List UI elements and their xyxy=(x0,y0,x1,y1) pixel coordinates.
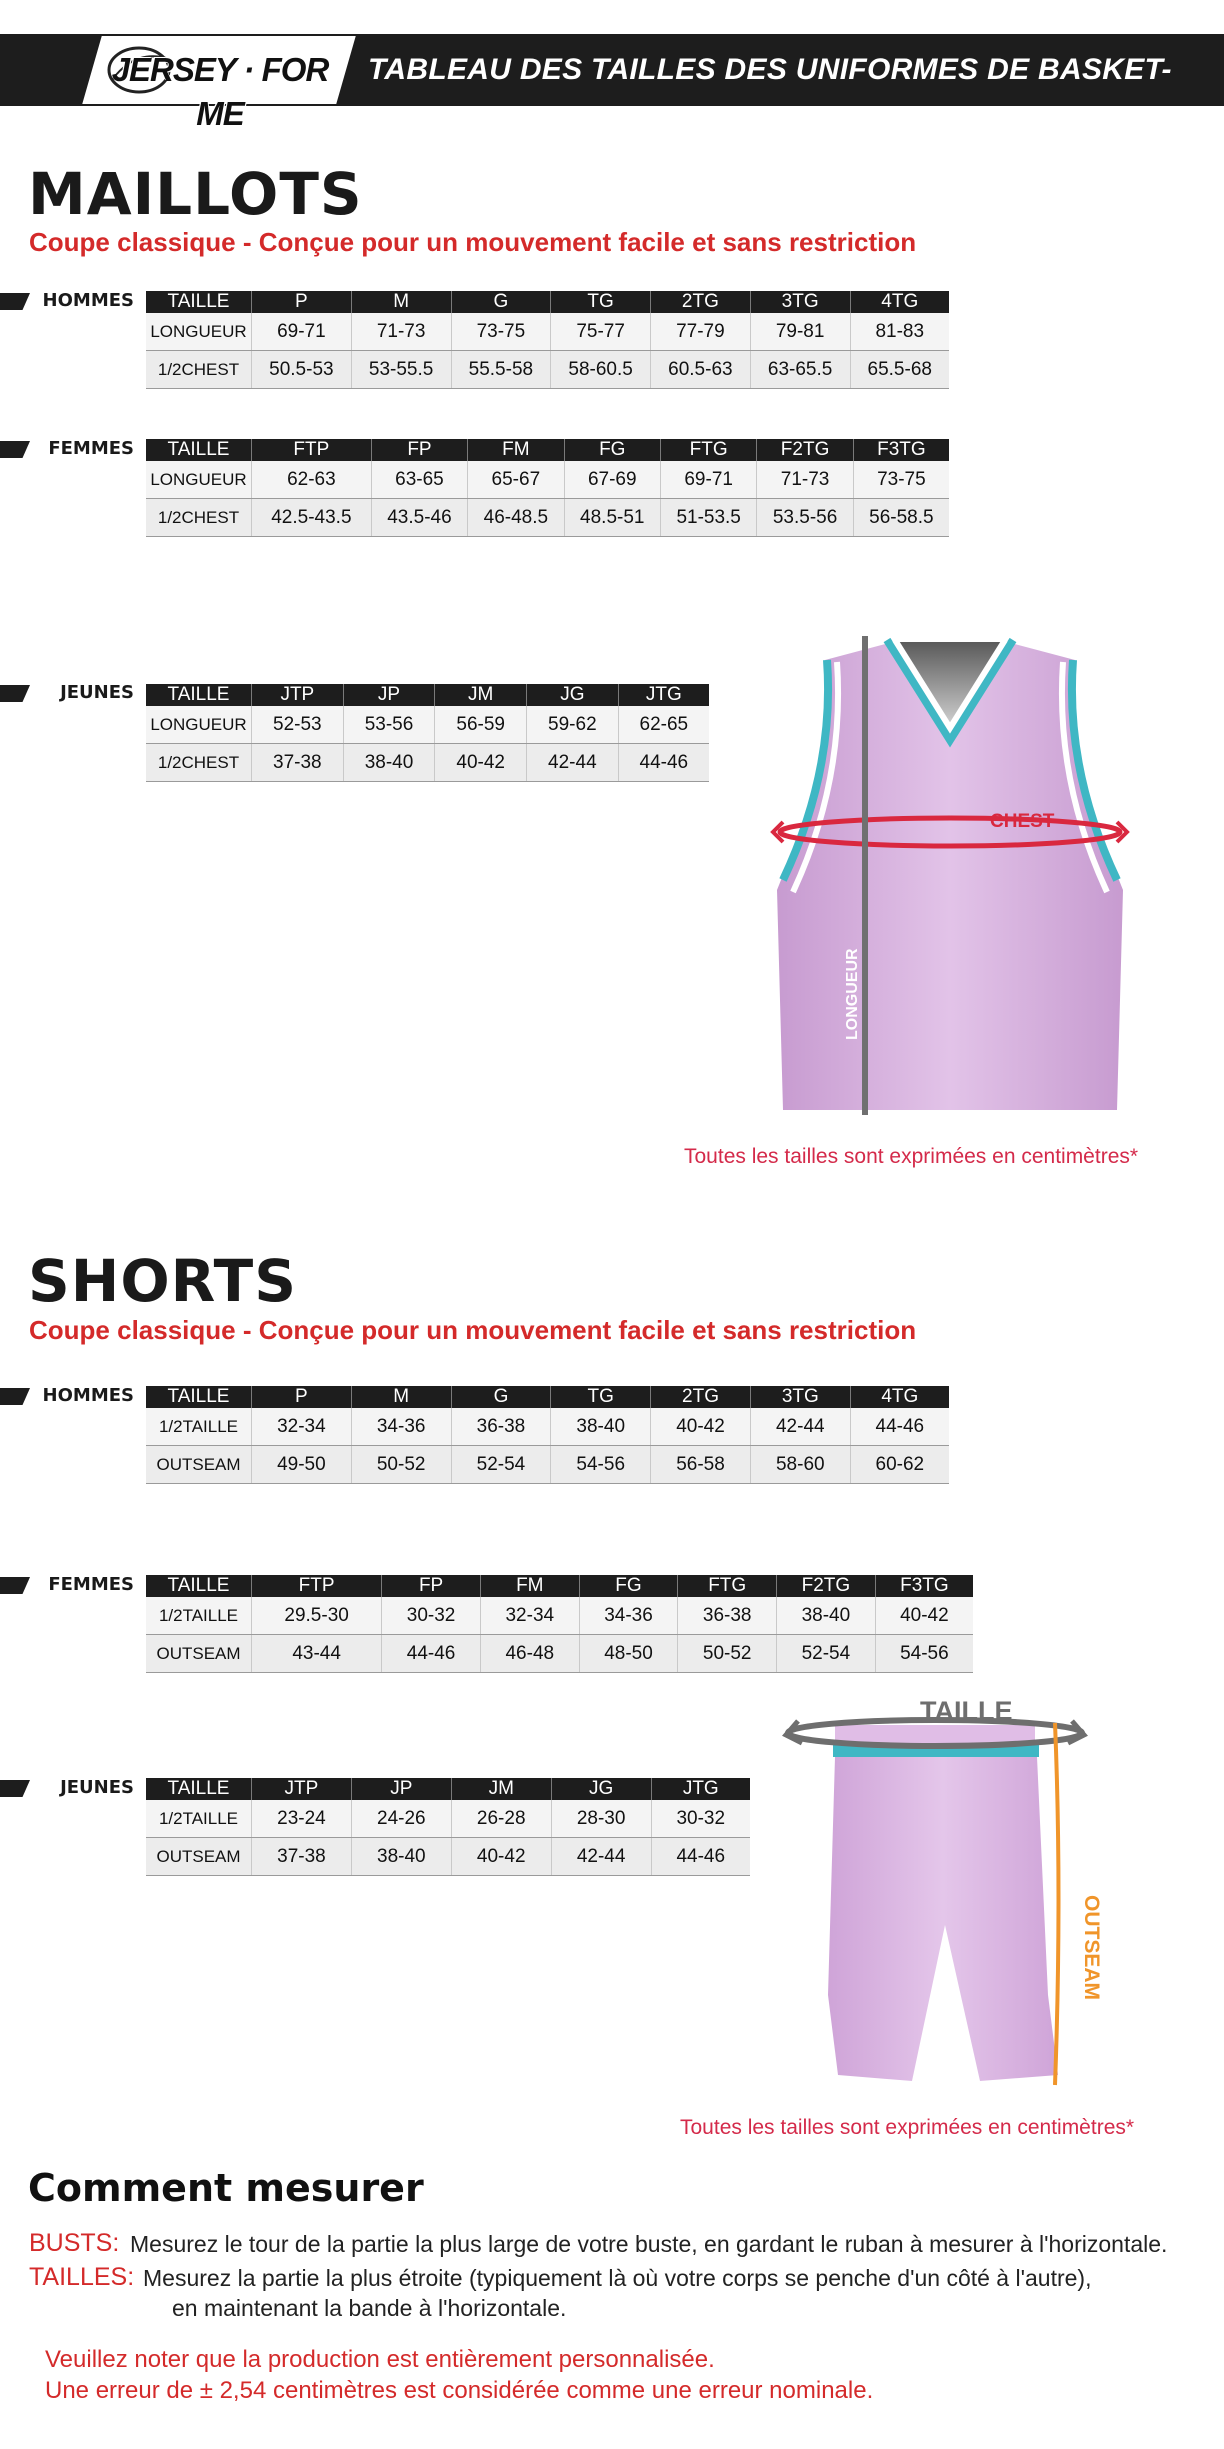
table-row xyxy=(146,1800,750,1838)
table-cell: 52-54 xyxy=(777,1635,876,1673)
table-cell: 34-36 xyxy=(351,1408,451,1446)
header-cell: JTG xyxy=(618,684,709,706)
table-cell: 77-79 xyxy=(651,313,751,351)
table-row xyxy=(146,706,709,744)
table-row xyxy=(146,1838,750,1876)
waist-instructions-1: Mesurez la partie la plus étroite (typiquement là où votre corps se penche d'un côté à l'autre), xyxy=(143,2265,1092,2291)
table-cell: 58-60 xyxy=(750,1446,850,1484)
table-cell: 40-42 xyxy=(451,1838,551,1876)
row-label-cell: 1/2CHEST xyxy=(146,351,252,389)
table-cell: 54-56 xyxy=(551,1446,651,1484)
table-cell: 71-73 xyxy=(757,461,853,499)
shorts-youth-table xyxy=(146,1778,750,1876)
table-cell: 43-44 xyxy=(252,1635,382,1673)
header-cell: JTP xyxy=(252,684,344,706)
group-marker xyxy=(0,441,30,458)
header-cell: P xyxy=(252,291,352,313)
table-cell: 48-50 xyxy=(579,1635,678,1673)
jerseys-group-men xyxy=(0,290,140,312)
table-cell: 38-40 xyxy=(343,744,435,782)
table-cell: 40-42 xyxy=(435,744,527,782)
table-cell: 49-50 xyxy=(252,1446,352,1484)
table-cell: 52-54 xyxy=(451,1446,551,1484)
table-cell: 51-53.5 xyxy=(660,499,756,537)
chest-label: CHEST xyxy=(990,811,1055,832)
shorts-group-men xyxy=(0,1385,140,1407)
group-label: FEMMES xyxy=(48,1574,134,1595)
table-row xyxy=(146,1408,949,1446)
group-marker xyxy=(0,685,30,702)
table-header-row xyxy=(146,1575,973,1597)
header-cell: TG xyxy=(551,291,651,313)
table-cell: 50.5-53 xyxy=(252,351,352,389)
table-cell: 44-46 xyxy=(651,1838,750,1876)
table-row xyxy=(146,1446,949,1484)
table-cell: 38-40 xyxy=(551,1408,651,1446)
table-cell: 69-71 xyxy=(252,313,352,351)
jerseys-youth-table xyxy=(146,684,709,782)
table-cell: 63-65.5 xyxy=(750,351,850,389)
table-cell: 54-56 xyxy=(875,1635,973,1673)
table-cell: 37-38 xyxy=(252,744,344,782)
shorts-men-table xyxy=(146,1386,949,1484)
outseam-label: OUTSEAM xyxy=(1080,1895,1103,2000)
table-cell: 62-65 xyxy=(618,706,709,744)
header-cell: G xyxy=(451,291,551,313)
group-marker xyxy=(0,1780,30,1797)
header-cell-size: TAILLE xyxy=(146,1386,252,1408)
table-cell: 28-30 xyxy=(551,1800,651,1838)
header-cell: FG xyxy=(564,439,660,461)
header-cell: JM xyxy=(435,684,527,706)
waist-instructions-2: en maintenant la bande à l'horizontale. xyxy=(172,2295,567,2321)
header-cell: FP xyxy=(371,439,467,461)
header-cell: JTP xyxy=(252,1778,352,1800)
table-cell: 24-26 xyxy=(351,1800,451,1838)
table-cell: 58-60.5 xyxy=(551,351,651,389)
table-cell: 73-75 xyxy=(853,461,949,499)
table-cell: 62-63 xyxy=(252,461,372,499)
row-label-cell: LONGUEUR xyxy=(146,313,252,351)
table-cell: 52-53 xyxy=(252,706,344,744)
shorts-body xyxy=(828,1757,1058,2081)
table-cell: 23-24 xyxy=(252,1800,352,1838)
table-row xyxy=(146,744,709,782)
shorts-women-table xyxy=(146,1575,973,1673)
shorts-group-youth xyxy=(0,1777,140,1799)
table-row xyxy=(146,461,949,499)
header-cell-size: TAILLE xyxy=(146,439,252,461)
header-cell: 3TG xyxy=(750,1386,850,1408)
header-cell: F2TG xyxy=(757,439,853,461)
header-cell: 4TG xyxy=(850,1386,949,1408)
jersey-diagram xyxy=(765,630,1135,1120)
table-header-row xyxy=(146,291,949,313)
table-row xyxy=(146,499,949,537)
table-cell: 65-67 xyxy=(468,461,564,499)
shorts-subtitle: Coupe classique - Conçue pour un mouvement facile et sans restriction xyxy=(29,1315,917,1345)
header-cell-size: TAILLE xyxy=(146,291,252,313)
jerseys-subtitle: Coupe classique - Conçue pour un mouvement facile et sans restriction xyxy=(29,227,917,257)
row-label-cell: OUTSEAM xyxy=(146,1838,252,1876)
table-cell: 59-62 xyxy=(527,706,619,744)
table-cell: 38-40 xyxy=(351,1838,451,1876)
table-cell: 30-32 xyxy=(651,1800,750,1838)
group-marker xyxy=(0,1577,30,1594)
table-cell: 67-69 xyxy=(564,461,660,499)
table-cell: 75-77 xyxy=(551,313,651,351)
header-cell: FP xyxy=(382,1575,481,1597)
header-cell: FM xyxy=(468,439,564,461)
bust-instructions: Mesurez le tour de la partie la plus large de votre buste, en gardant le ruban à mesurer à l'horizontale. xyxy=(130,2231,1168,2257)
jerseys-group-youth xyxy=(0,682,140,704)
table-cell: 38-40 xyxy=(777,1597,876,1635)
table-cell: 44-46 xyxy=(382,1635,481,1673)
table-header-row xyxy=(146,1386,949,1408)
table-cell: 63-65 xyxy=(371,461,467,499)
jerseys-men-table xyxy=(146,291,949,389)
table-row xyxy=(146,313,949,351)
header-cell: FTP xyxy=(252,439,372,461)
header-cell: JG xyxy=(551,1778,651,1800)
table-cell: 71-73 xyxy=(351,313,451,351)
logo: JERSEY · FOR ME xyxy=(111,51,329,132)
table-cell: 53.5-56 xyxy=(757,499,853,537)
shorts-group-women xyxy=(0,1574,140,1596)
table-cell: 32-34 xyxy=(252,1408,352,1446)
length-label: LONGUEUR xyxy=(844,948,861,1040)
group-label: HOMMES xyxy=(42,290,134,311)
header-cell: FG xyxy=(579,1575,678,1597)
header-cell: FTG xyxy=(660,439,756,461)
jerseys-group-women xyxy=(0,438,140,460)
header-cell: F2TG xyxy=(777,1575,876,1597)
table-cell: 73-75 xyxy=(451,313,551,351)
header-cell: M xyxy=(351,1386,451,1408)
table-cell: 42-44 xyxy=(551,1838,651,1876)
header-cell-size: TAILLE xyxy=(146,1575,252,1597)
table-cell: 36-38 xyxy=(451,1408,551,1446)
table-cell: 65.5-68 xyxy=(850,351,949,389)
table-cell: 34-36 xyxy=(579,1597,678,1635)
table-cell: 50-52 xyxy=(351,1446,451,1484)
table-cell: 81-83 xyxy=(850,313,949,351)
table-row xyxy=(146,1635,973,1673)
row-label-cell: 1/2CHEST xyxy=(146,499,252,537)
table-cell: 56-59 xyxy=(435,706,527,744)
waist-key: TAILLES: xyxy=(29,2263,135,2291)
table-cell: 55.5-58 xyxy=(451,351,551,389)
table-cell: 42.5-43.5 xyxy=(252,499,372,537)
table-cell: 48.5-51 xyxy=(564,499,660,537)
table-cell: 40-42 xyxy=(651,1408,751,1446)
table-cell: 44-46 xyxy=(850,1408,949,1446)
group-label: JEUNES xyxy=(60,682,134,703)
table-cell: 30-32 xyxy=(382,1597,481,1635)
group-marker xyxy=(0,1388,30,1405)
table-cell: 36-38 xyxy=(678,1597,777,1635)
header-cell: 2TG xyxy=(651,291,751,313)
header-cell-size: TAILLE xyxy=(146,1778,252,1800)
table-cell: 43.5-46 xyxy=(371,499,467,537)
row-label-cell: LONGUEUR xyxy=(146,461,252,499)
group-label: FEMMES xyxy=(48,438,134,459)
outseam-measure-line xyxy=(1055,1723,1059,2085)
disclaimer-line-1: Veuillez noter que la production est entièrement personnalisée. xyxy=(45,2346,715,2373)
table-row xyxy=(146,351,949,389)
bust-key: BUSTS: xyxy=(29,2229,120,2257)
header-cell: P xyxy=(252,1386,352,1408)
jerseys-units-note: Toutes les tailles sont exprimées en centimètres* xyxy=(684,1145,1139,1168)
header-cell-size: TAILLE xyxy=(146,684,252,706)
header-cell: TG xyxy=(551,1386,651,1408)
row-label-cell: LONGUEUR xyxy=(146,706,252,744)
table-cell: 56-58.5 xyxy=(853,499,949,537)
header-cell: FTP xyxy=(252,1575,382,1597)
row-label-cell: 1/2TAILLE xyxy=(146,1800,252,1838)
row-label-cell: 1/2TAILLE xyxy=(146,1597,252,1635)
table-cell: 56-58 xyxy=(651,1446,751,1484)
header-cell: FM xyxy=(480,1575,579,1597)
jerseys-title: MAILLOTS xyxy=(28,160,363,228)
disclaimer-line-2: Une erreur de ± 2,54 centimètres est considérée comme une erreur nominale. xyxy=(45,2377,874,2404)
page-title: TABLEAU DES TAILLES DES UNIFORMES DE BASKET-BALL xyxy=(368,53,1172,158)
table-cell: 79-81 xyxy=(750,313,850,351)
table-cell: 46-48.5 xyxy=(468,499,564,537)
group-marker xyxy=(0,293,30,310)
table-cell: 53-56 xyxy=(343,706,435,744)
group-label: HOMMES xyxy=(42,1385,134,1406)
header-cell: F3TG xyxy=(853,439,949,461)
shorts-title: SHORTS xyxy=(28,1247,298,1315)
header-cell: JTG xyxy=(651,1778,750,1800)
header-cell: FTG xyxy=(678,1575,777,1597)
group-label: JEUNES xyxy=(60,1777,134,1798)
header-cell: JM xyxy=(451,1778,551,1800)
table-cell: 46-48 xyxy=(480,1635,579,1673)
shorts-units-note: Toutes les tailles sont exprimées en centimètres* xyxy=(680,2116,1135,2139)
header-cell: JG xyxy=(527,684,619,706)
table-cell: 44-46 xyxy=(618,744,709,782)
header-cell: JP xyxy=(351,1778,451,1800)
table-cell: 42-44 xyxy=(750,1408,850,1446)
header-cell: 3TG xyxy=(750,291,850,313)
table-cell: 69-71 xyxy=(660,461,756,499)
row-label-cell: 1/2TAILLE xyxy=(146,1408,252,1446)
row-label-cell: 1/2CHEST xyxy=(146,744,252,782)
jerseys-women-table xyxy=(146,439,949,537)
table-header-row xyxy=(146,1778,750,1800)
table-cell: 26-28 xyxy=(451,1800,551,1838)
table-cell: 60.5-63 xyxy=(651,351,751,389)
measure-title: Comment mesurer xyxy=(28,2166,424,2210)
header-cell: 2TG xyxy=(651,1386,751,1408)
header-cell: 4TG xyxy=(850,291,949,313)
table-cell: 50-52 xyxy=(678,1635,777,1673)
table-cell: 42-44 xyxy=(527,744,619,782)
table-cell: 53-55.5 xyxy=(351,351,451,389)
table-header-row xyxy=(146,684,709,706)
table-header-row xyxy=(146,439,949,461)
shorts-diagram xyxy=(780,1695,1110,2095)
row-label-cell: OUTSEAM xyxy=(146,1635,252,1673)
header-cell: JP xyxy=(343,684,435,706)
row-label-cell: OUTSEAM xyxy=(146,1446,252,1484)
table-cell: 37-38 xyxy=(252,1838,352,1876)
header-cell: G xyxy=(451,1386,551,1408)
header-cell: F3TG xyxy=(875,1575,973,1597)
table-cell: 60-62 xyxy=(850,1446,949,1484)
table-row xyxy=(146,1597,973,1635)
table-cell: 29.5-30 xyxy=(252,1597,382,1635)
waist-label: TAILLE xyxy=(920,1696,1013,1726)
table-cell: 40-42 xyxy=(875,1597,973,1635)
table-cell: 32-34 xyxy=(480,1597,579,1635)
header-cell: M xyxy=(351,291,451,313)
